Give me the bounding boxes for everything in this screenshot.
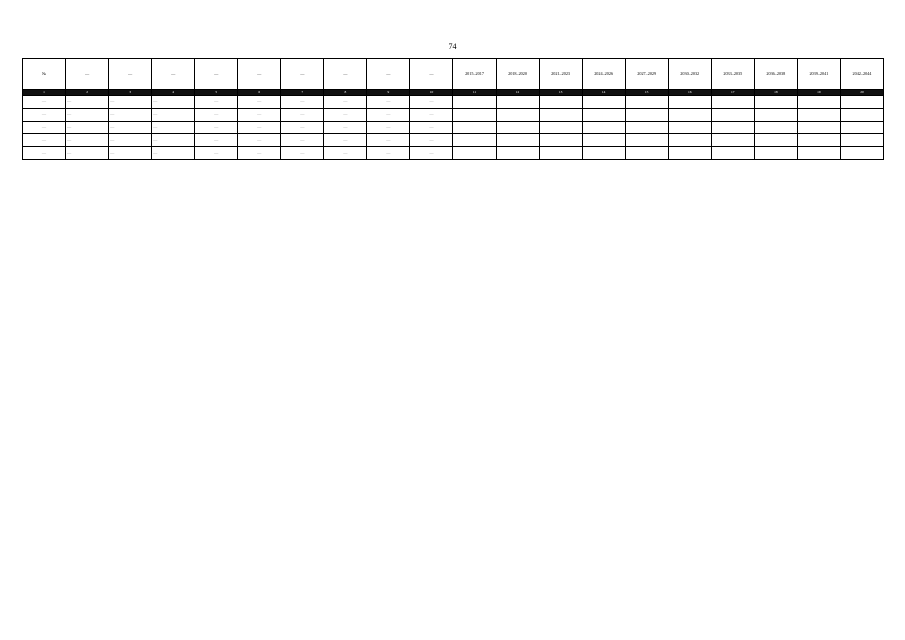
table-cell: — bbox=[410, 96, 453, 109]
table-cell bbox=[453, 147, 496, 160]
column-header: 2036–2038 bbox=[754, 59, 797, 90]
table-cell: — bbox=[238, 121, 281, 134]
table-cell bbox=[840, 96, 883, 109]
column-header: 2018–2020 bbox=[496, 59, 539, 90]
table-cell bbox=[668, 134, 711, 147]
table-cell bbox=[840, 147, 883, 160]
table-cell bbox=[668, 108, 711, 121]
table-cell: — bbox=[195, 134, 238, 147]
table-cell bbox=[496, 134, 539, 147]
table-cell: — bbox=[152, 134, 195, 147]
table-cell: — bbox=[109, 134, 152, 147]
table-cell bbox=[453, 121, 496, 134]
table-cell bbox=[582, 134, 625, 147]
column-number: 16 bbox=[668, 90, 711, 96]
table-cell: — bbox=[238, 108, 281, 121]
column-header: 2039–2041 bbox=[797, 59, 840, 90]
table-cell: — bbox=[195, 121, 238, 134]
table-cell bbox=[668, 96, 711, 109]
table-cell: — bbox=[66, 134, 109, 147]
table-cell bbox=[582, 147, 625, 160]
table-cell: — bbox=[109, 147, 152, 160]
table-row bbox=[23, 121, 884, 134]
table-cell bbox=[625, 108, 668, 121]
table-cell bbox=[582, 121, 625, 134]
table-cell: — bbox=[66, 121, 109, 134]
table-cell: — bbox=[367, 134, 410, 147]
column-header: — bbox=[66, 59, 109, 90]
table-cell: — bbox=[23, 134, 66, 147]
table-cell: — bbox=[367, 121, 410, 134]
table-cell: — bbox=[195, 147, 238, 160]
table-cell: — bbox=[195, 96, 238, 109]
table-cell bbox=[539, 134, 582, 147]
table-row bbox=[23, 147, 884, 160]
table-cell: — bbox=[410, 134, 453, 147]
table-cell bbox=[539, 121, 582, 134]
column-number: 4 bbox=[152, 90, 195, 96]
column-number: 20 bbox=[840, 90, 883, 96]
column-header: — bbox=[367, 59, 410, 90]
column-header: — bbox=[195, 59, 238, 90]
column-number: 12 bbox=[496, 90, 539, 96]
table-cell: — bbox=[410, 108, 453, 121]
column-header: — bbox=[109, 59, 152, 90]
column-header: — bbox=[152, 59, 195, 90]
column-number: 2 bbox=[66, 90, 109, 96]
column-number: 1 bbox=[23, 90, 66, 96]
table-cell bbox=[754, 96, 797, 109]
table-cell bbox=[754, 108, 797, 121]
table-cell: — bbox=[367, 108, 410, 121]
table-cell bbox=[797, 108, 840, 121]
table-cell: — bbox=[238, 96, 281, 109]
column-header: 2027–2029 bbox=[625, 59, 668, 90]
table-cell: — bbox=[109, 96, 152, 109]
table-cell bbox=[711, 147, 754, 160]
table-cell bbox=[625, 96, 668, 109]
column-number: 6 bbox=[238, 90, 281, 96]
page-number: 74 bbox=[448, 42, 457, 51]
table-cell: — bbox=[152, 96, 195, 109]
table-cell bbox=[625, 121, 668, 134]
column-number: 13 bbox=[539, 90, 582, 96]
table-cell: — bbox=[324, 96, 367, 109]
table-cell bbox=[754, 121, 797, 134]
table-cell: — bbox=[367, 96, 410, 109]
table-cell: — bbox=[324, 147, 367, 160]
table-cell bbox=[797, 134, 840, 147]
table-cell: — bbox=[195, 108, 238, 121]
table-cell bbox=[711, 108, 754, 121]
table-cell: — bbox=[324, 134, 367, 147]
column-number: 9 bbox=[367, 90, 410, 96]
table-cell bbox=[453, 108, 496, 121]
table-cell bbox=[625, 134, 668, 147]
column-number: 3 bbox=[109, 90, 152, 96]
table-header bbox=[23, 59, 884, 96]
table-cell bbox=[453, 134, 496, 147]
column-number: 7 bbox=[281, 90, 324, 96]
table-cell bbox=[582, 108, 625, 121]
table-body bbox=[23, 96, 884, 160]
table-cell: — bbox=[281, 108, 324, 121]
column-number: 8 bbox=[324, 90, 367, 96]
table-row bbox=[23, 108, 884, 121]
table-cell bbox=[668, 147, 711, 160]
column-number: 10 bbox=[410, 90, 453, 96]
table-cell: — bbox=[324, 121, 367, 134]
table-cell bbox=[582, 96, 625, 109]
table-cell: — bbox=[410, 121, 453, 134]
table-cell: — bbox=[238, 147, 281, 160]
table-cell: — bbox=[324, 108, 367, 121]
table-cell: — bbox=[66, 96, 109, 109]
table-cell: — bbox=[238, 134, 281, 147]
column-header: — bbox=[281, 59, 324, 90]
table-cell bbox=[797, 147, 840, 160]
table-cell: — bbox=[152, 147, 195, 160]
table-cell: — bbox=[281, 134, 324, 147]
table-cell bbox=[754, 147, 797, 160]
table-cell bbox=[539, 147, 582, 160]
table-cell bbox=[797, 96, 840, 109]
table-cell bbox=[668, 121, 711, 134]
table-cell bbox=[496, 147, 539, 160]
table-cell: — bbox=[367, 147, 410, 160]
column-header: 2015–2017 bbox=[453, 59, 496, 90]
table-cell: — bbox=[23, 147, 66, 160]
column-header: 2021–2023 bbox=[539, 59, 582, 90]
column-header: 2042–2044 bbox=[840, 59, 883, 90]
column-number: 19 bbox=[797, 90, 840, 96]
column-number: 18 bbox=[754, 90, 797, 96]
table-cell bbox=[711, 134, 754, 147]
table-row bbox=[23, 96, 884, 109]
column-number: 5 bbox=[195, 90, 238, 96]
column-header: 2030–2032 bbox=[668, 59, 711, 90]
header-row bbox=[23, 59, 884, 90]
table-cell: — bbox=[410, 147, 453, 160]
table-cell bbox=[797, 121, 840, 134]
column-header: № bbox=[23, 59, 66, 90]
column-number: 17 bbox=[711, 90, 754, 96]
column-number: 11 bbox=[453, 90, 496, 96]
table-cell bbox=[496, 108, 539, 121]
table-cell bbox=[840, 134, 883, 147]
table-cell bbox=[754, 134, 797, 147]
table-cell bbox=[539, 108, 582, 121]
column-number: 14 bbox=[582, 90, 625, 96]
table-cell bbox=[453, 96, 496, 109]
table-cell: — bbox=[152, 108, 195, 121]
column-header: 2033–2035 bbox=[711, 59, 754, 90]
table-cell bbox=[840, 108, 883, 121]
table-cell: — bbox=[66, 108, 109, 121]
column-header: — bbox=[238, 59, 281, 90]
table-cell bbox=[496, 121, 539, 134]
table-cell: — bbox=[23, 121, 66, 134]
table-row bbox=[23, 134, 884, 147]
table-cell: — bbox=[66, 147, 109, 160]
table-cell: — bbox=[109, 121, 152, 134]
column-header: 2024–2026 bbox=[582, 59, 625, 90]
table-cell: — bbox=[152, 121, 195, 134]
column-header: — bbox=[410, 59, 453, 90]
table-cell bbox=[711, 96, 754, 109]
column-number: 15 bbox=[625, 90, 668, 96]
table-cell: — bbox=[281, 96, 324, 109]
housing-plan-table bbox=[22, 58, 884, 160]
table-cell bbox=[840, 121, 883, 134]
table-cell: — bbox=[23, 96, 66, 109]
table-cell bbox=[711, 121, 754, 134]
table-cell bbox=[625, 147, 668, 160]
table-cell: — bbox=[23, 108, 66, 121]
table-cell: — bbox=[281, 147, 324, 160]
table-cell bbox=[539, 96, 582, 109]
table-cell bbox=[496, 96, 539, 109]
table-cell: — bbox=[109, 108, 152, 121]
column-header: — bbox=[324, 59, 367, 90]
table-cell: — bbox=[281, 121, 324, 134]
